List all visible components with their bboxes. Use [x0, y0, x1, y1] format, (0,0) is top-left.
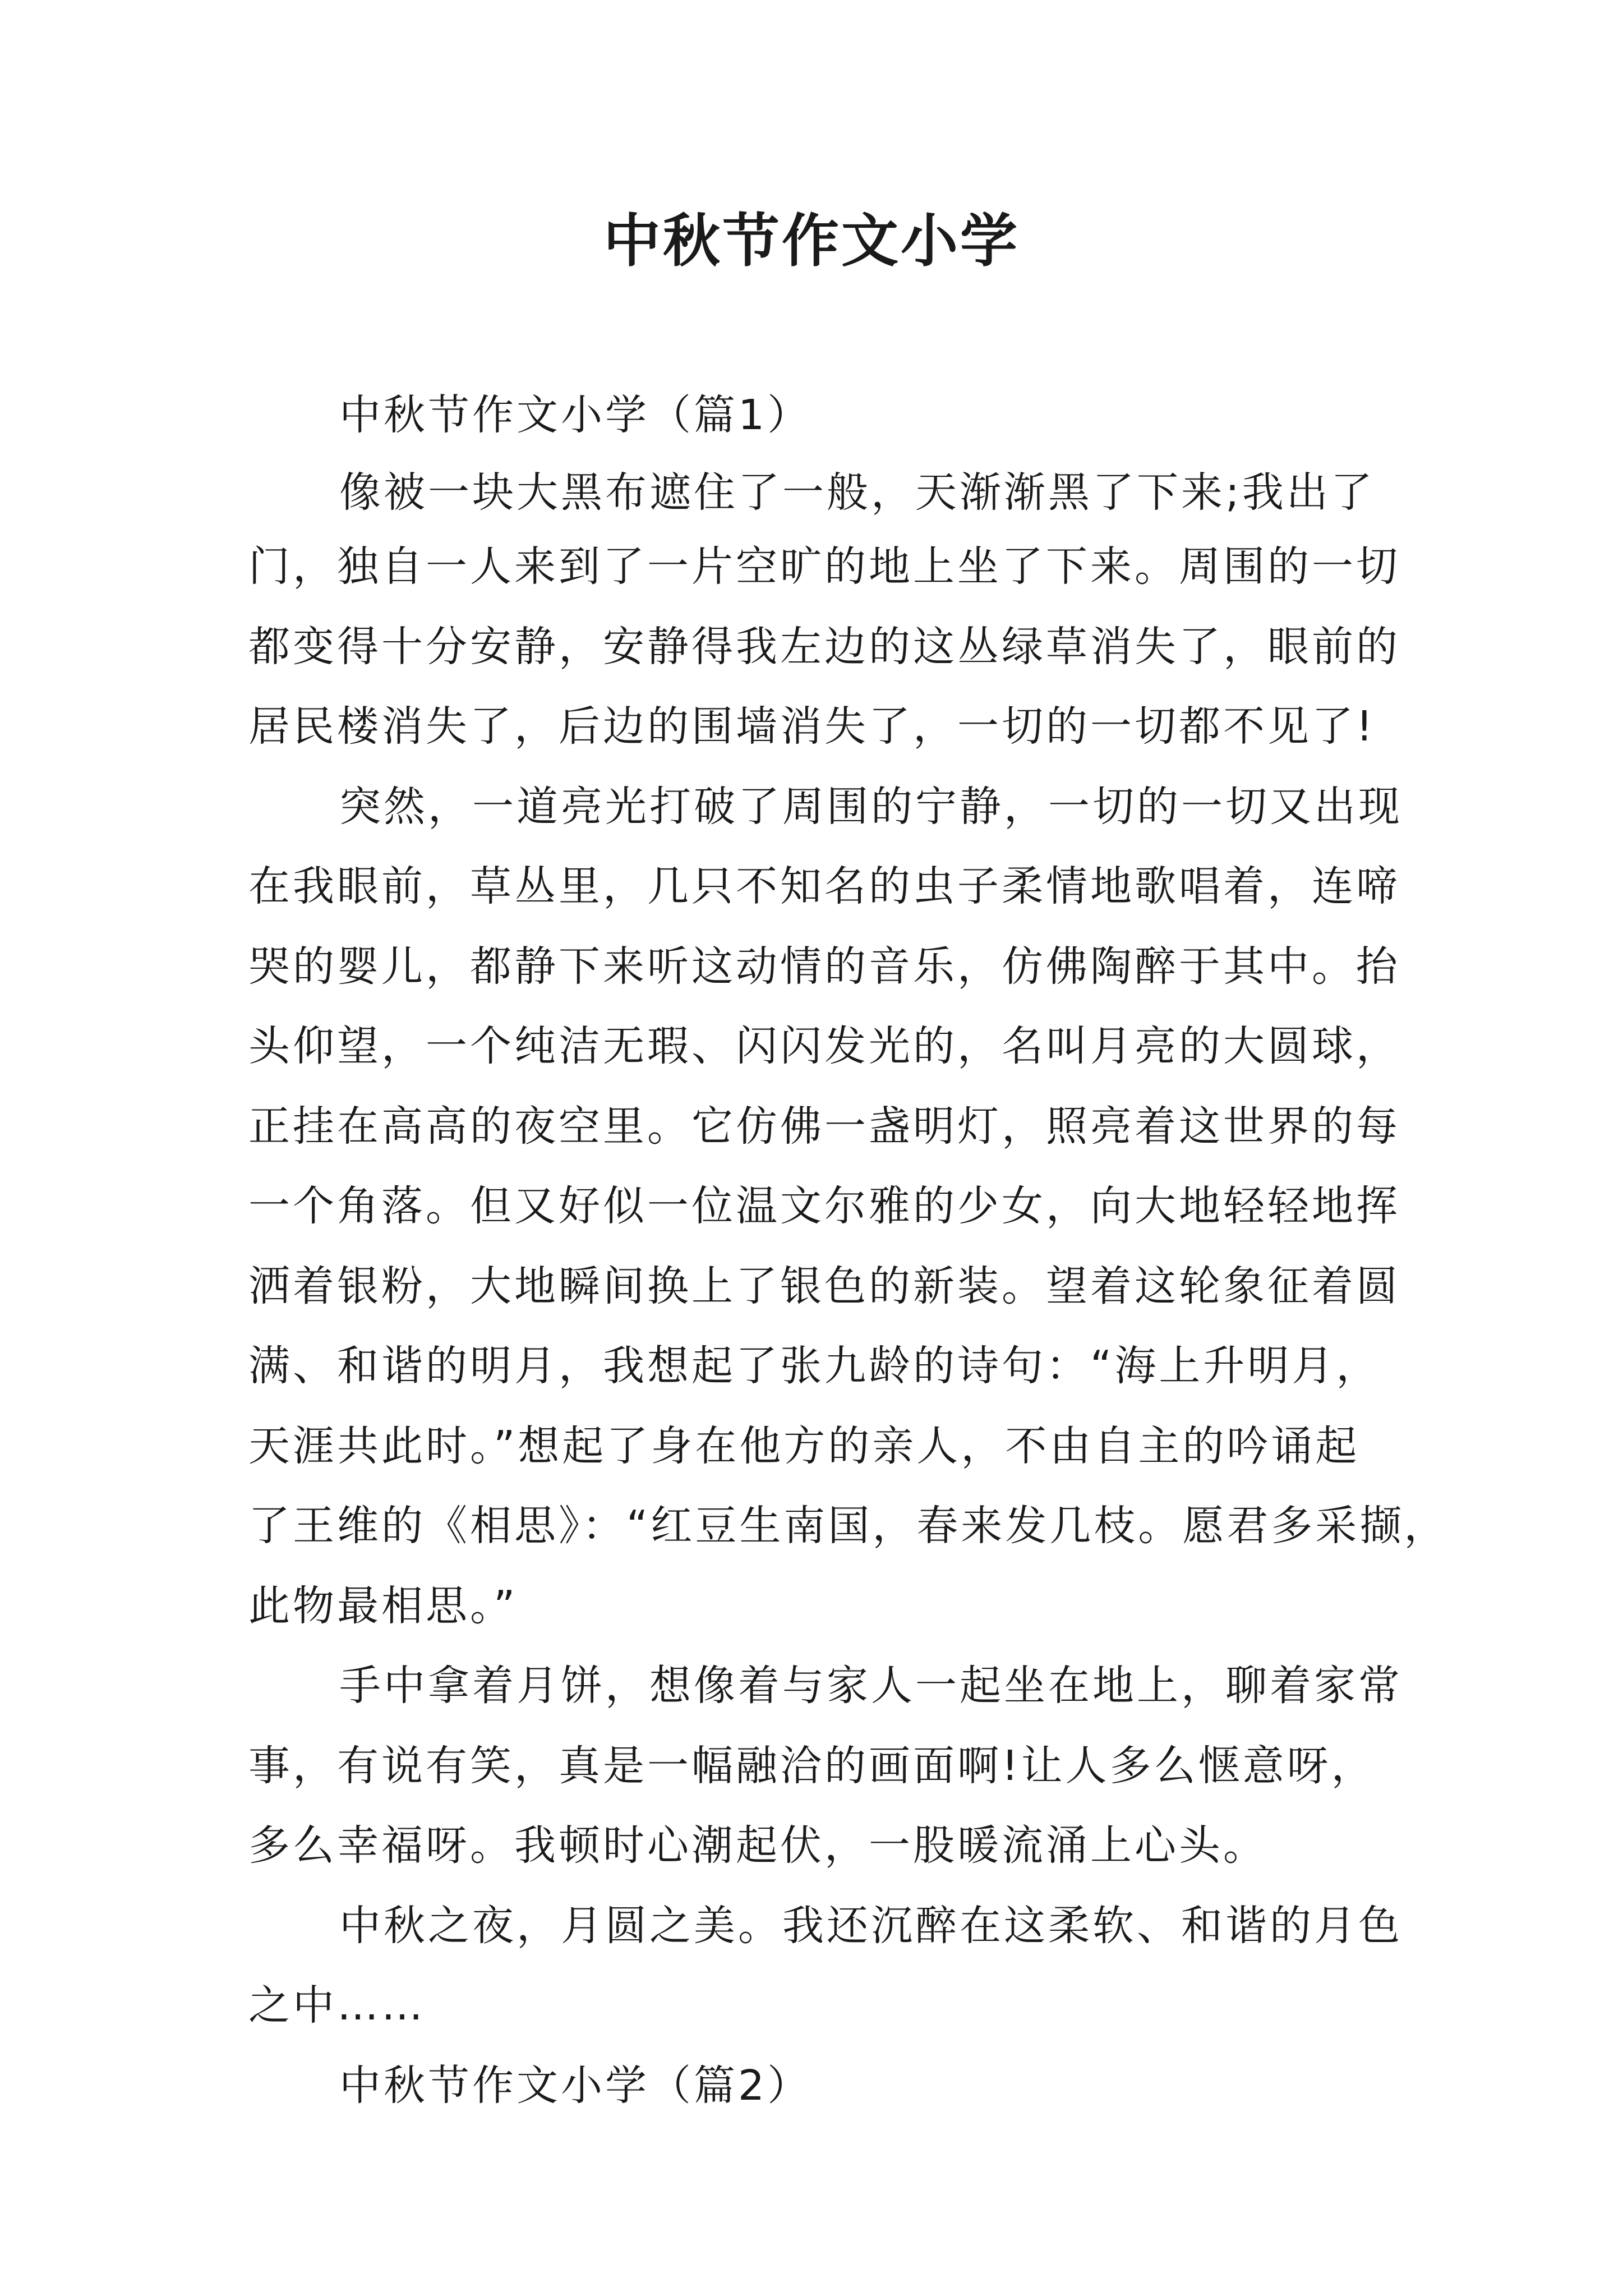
text-line: 都变得十分安静，安静得我左边的这丛绿草消失了，眼前的	[248, 623, 1400, 671]
text-line: 满、和谐的明月，我想起了张九龄的诗句：“海上升明月，	[248, 1342, 1381, 1390]
text-line: 洒着银粉，大地瞬间换上了银色的新装。望着这轮象征着圆	[248, 1262, 1400, 1310]
text-line: 像被一块大黑布遮住了一般，天渐渐黑了下来;我出了	[339, 468, 1375, 517]
text-line: 了王维的《相思》：“红豆生南国，春来发几枝。愿君多采撷，	[248, 1502, 1449, 1550]
text-line: 哭的婴儿，都静下来听这动情的音乐，仿佛陶醉于其中。抬	[248, 942, 1400, 991]
text-line: 在我眼前，草丛里，几只不知名的虫子柔情地歌唱着，连啼	[248, 862, 1400, 910]
text-line: 此物最相思。”	[248, 1582, 518, 1630]
text-line: 中秋之夜，月圆之美。我还沉醉在这柔软、和谐的月色	[339, 1902, 1403, 1950]
text-line: 天涯共此时。”想起了身在他方的亲人，不由自主的吟诵起	[248, 1422, 1360, 1470]
text-line: 事，有说有笑，真是一幅融洽的画面啊!让人多么惬意呀，	[248, 1742, 1376, 1790]
section-heading: 中秋节作文小学（篇2）	[339, 2062, 812, 2110]
text-line: 手中拿着月饼，想像着与家人一起坐在地上，聊着家常	[339, 1662, 1403, 1710]
document-title: 中秋节作文小学	[603, 208, 1020, 275]
text-line: 头仰望，一个纯洁无瑕、闪闪发光的，名叫月亮的大圆球，	[248, 1022, 1400, 1070]
text-line: 突然，一道亮光打破了周围的宁静，一切的一切又出现	[339, 783, 1403, 831]
text-line: 一个角落。但又好似一位温文尔雅的少女，向大地轻轻地挥	[248, 1182, 1400, 1230]
text-line: 门，独自一人来到了一片空旷的地上坐了下来。周围的一切	[248, 542, 1400, 591]
text-line: 居民楼消失了，后边的围墙消失了，一切的一切都不见了!	[248, 702, 1376, 751]
section-heading: 中秋节作文小学（篇1）	[339, 391, 812, 439]
text-line: 正挂在高高的夜空里。它仿佛一盏明灯，照亮着这世界的每	[248, 1102, 1400, 1151]
text-line: 之中……	[248, 1981, 426, 2030]
text-line: 多么幸福呀。我顿时心潮起伏，一股暖流涌上心头。	[248, 1821, 1267, 1870]
